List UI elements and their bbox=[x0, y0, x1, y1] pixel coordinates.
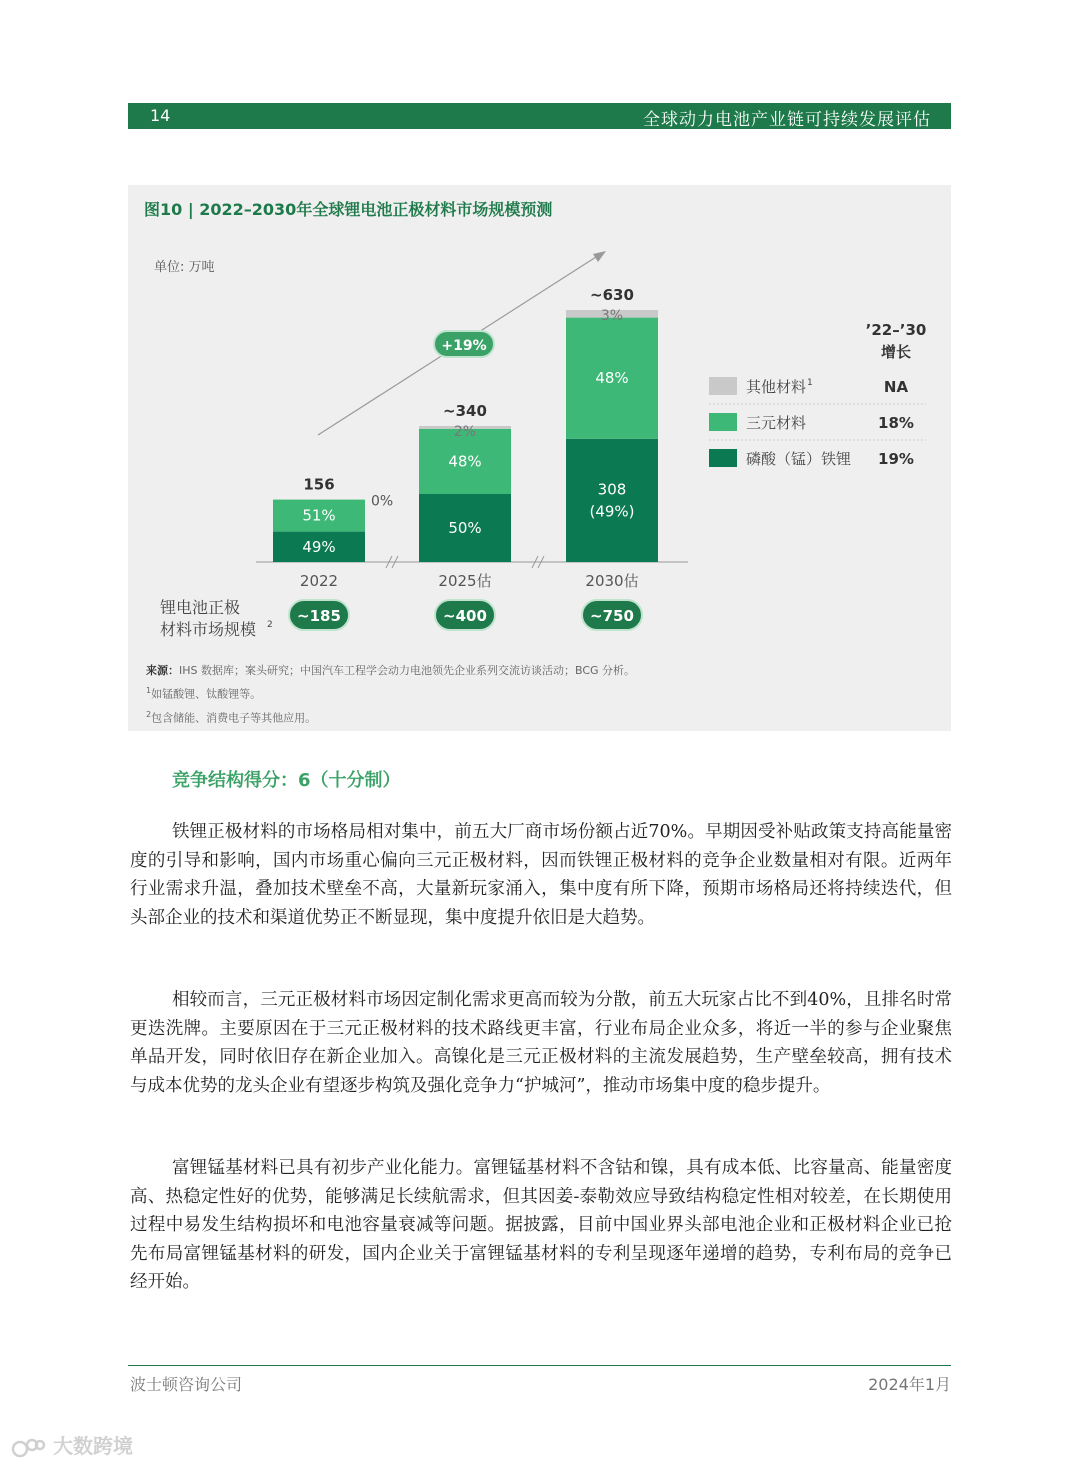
paragraph-2: 相较而言，三元正极材料市场因定制化需求更高而较为分散，前五大玩家占比不到40%，且排名时常更迭洗牌。主要原因在于三元正极材料的技术路线更丰富，行业布局企业众多，将近一半的参与企业聚焦单品开发，同时依旧存在新企业加入。高镍化是三元正极材料的主流发展趋势，生产壁垒较高，拥有技术与成本优势的龙头企业有望逐步构筑及强化竞争力“护城河”，推动市场集中度的稳步提升。 bbox=[130, 990, 952, 1096]
bar-data-label: 2% bbox=[453, 424, 477, 440]
legend-label-sup: 1 bbox=[807, 378, 813, 388]
legend-growth-value: 18% bbox=[878, 414, 914, 432]
figure-title: 图10 | 2022–2030年全球锂电池正极材料市场规模预测 bbox=[144, 200, 553, 219]
bar-data-label: 48% bbox=[595, 369, 629, 388]
bar-total-label: 156 bbox=[303, 475, 335, 494]
unit-label: 单位: 万吨 bbox=[154, 260, 215, 275]
market-size-row-sup: 2 bbox=[267, 620, 273, 630]
legend-header: 增长 bbox=[880, 343, 912, 361]
bar-data-label: 308 bbox=[597, 480, 627, 499]
market-size-value: ~400 bbox=[443, 607, 487, 625]
bar-segment bbox=[566, 439, 658, 562]
bar-total-label: ~340 bbox=[443, 402, 487, 420]
legend-swatch bbox=[709, 377, 737, 395]
paragraph-3: 富锂锰基材料已具有初步产业化能力。富锂锰基材料不含钴和镍，具有成本低、比容量高、能量密度高、热稳定性好的优势，能够满足长续航需求，但其因姜-泰勒效应导致结构稳定性相对较差，在长期使用过程中易发生结构损坏和电池容量衰减等问题。据披露，目前中国业界头部电池企业和正极材料企业已抢先布局富锂锰基材料的研发，国内企业关于富锂锰基材料的专利呈现逐年递增的趋势，专利布局的竞争已经开始。 bbox=[130, 1158, 952, 1293]
growth-arrow-head bbox=[593, 251, 606, 262]
market-size-row-label: 材料市场规模 bbox=[160, 620, 257, 639]
legend-label: 磷酸（锰）铁锂 bbox=[746, 450, 852, 468]
growth-badge-label: +19% bbox=[441, 338, 487, 354]
bar-data-label: 49% bbox=[302, 537, 336, 556]
note-2: $^2$包含储能、消费电子等其他应用。 bbox=[146, 709, 317, 725]
legend-growth-value: 19% bbox=[878, 450, 914, 468]
source-notes bbox=[146, 661, 635, 728]
market-size-row-label: 锂电池正极 bbox=[160, 598, 241, 617]
link-icon bbox=[10, 1437, 46, 1459]
legend-label: 三元材料 bbox=[746, 414, 807, 432]
x-tick-label: 2030估 bbox=[585, 572, 639, 590]
market-size-value: ~185 bbox=[297, 607, 341, 625]
market-size-value: ~750 bbox=[590, 607, 634, 625]
footer-divider bbox=[128, 1365, 951, 1366]
source-line: 来源：IHS 数据库；案头研究；中国汽车工程学会动力电池领先企业系列交流访谈活动；BCG 分析。 bbox=[146, 664, 636, 677]
bar-data-label: 48% bbox=[448, 452, 482, 471]
note-1: $^1$如锰酸锂、钛酸锂等。 bbox=[146, 686, 262, 701]
legend-header: ’22–’30 bbox=[865, 321, 927, 339]
legend-label: 其他材料 bbox=[746, 378, 807, 396]
watermark bbox=[10, 1430, 133, 1459]
footer-date: 2024年1月 bbox=[868, 1375, 951, 1394]
stacked-bar-chart bbox=[128, 185, 951, 655]
legend-swatch bbox=[709, 449, 737, 467]
bar-total-label: ~630 bbox=[590, 286, 634, 304]
watermark-text: 大数跨境 bbox=[52, 1434, 133, 1458]
bar-data-label: 0% bbox=[371, 493, 394, 510]
bar-data-label: (49%) bbox=[589, 502, 635, 521]
legend-swatch bbox=[709, 413, 737, 431]
bar-data-label: 3% bbox=[600, 308, 624, 324]
report-title: 全球动力电池产业链可持续发展评估 bbox=[643, 110, 931, 130]
page-number: 14 bbox=[150, 106, 171, 125]
footer-company: 波士顿咨询公司 bbox=[130, 1375, 243, 1394]
section-title: 竞争结构得分：6（十分制） bbox=[172, 770, 401, 791]
paragraph-1: 铁锂正极材料的市场格局相对集中，前五大厂商市场份额占近70%。早期因受补贴政策支持高能量密度的引导和影响，国内市场重心偏向三元正极材料，因而铁锂正极材料的竞争企业数量相对有限。近两年行业需求升温，叠加技术壁垒不高，大量新玩家涌入，集中度有所下降，预期市场格局还将持续迭代，但头部企业的技术和渠道优势正不断显现，集中度提升依旧是大趋势。 bbox=[130, 822, 952, 928]
bar-data-label: 51% bbox=[302, 506, 336, 525]
bar-data-label: 50% bbox=[448, 519, 482, 537]
legend-growth-value: NA bbox=[883, 378, 909, 396]
figure-panel bbox=[128, 185, 951, 731]
x-tick-label: 2025估 bbox=[438, 572, 492, 590]
x-tick-label: 2022 bbox=[299, 572, 339, 590]
page-header bbox=[128, 103, 951, 129]
